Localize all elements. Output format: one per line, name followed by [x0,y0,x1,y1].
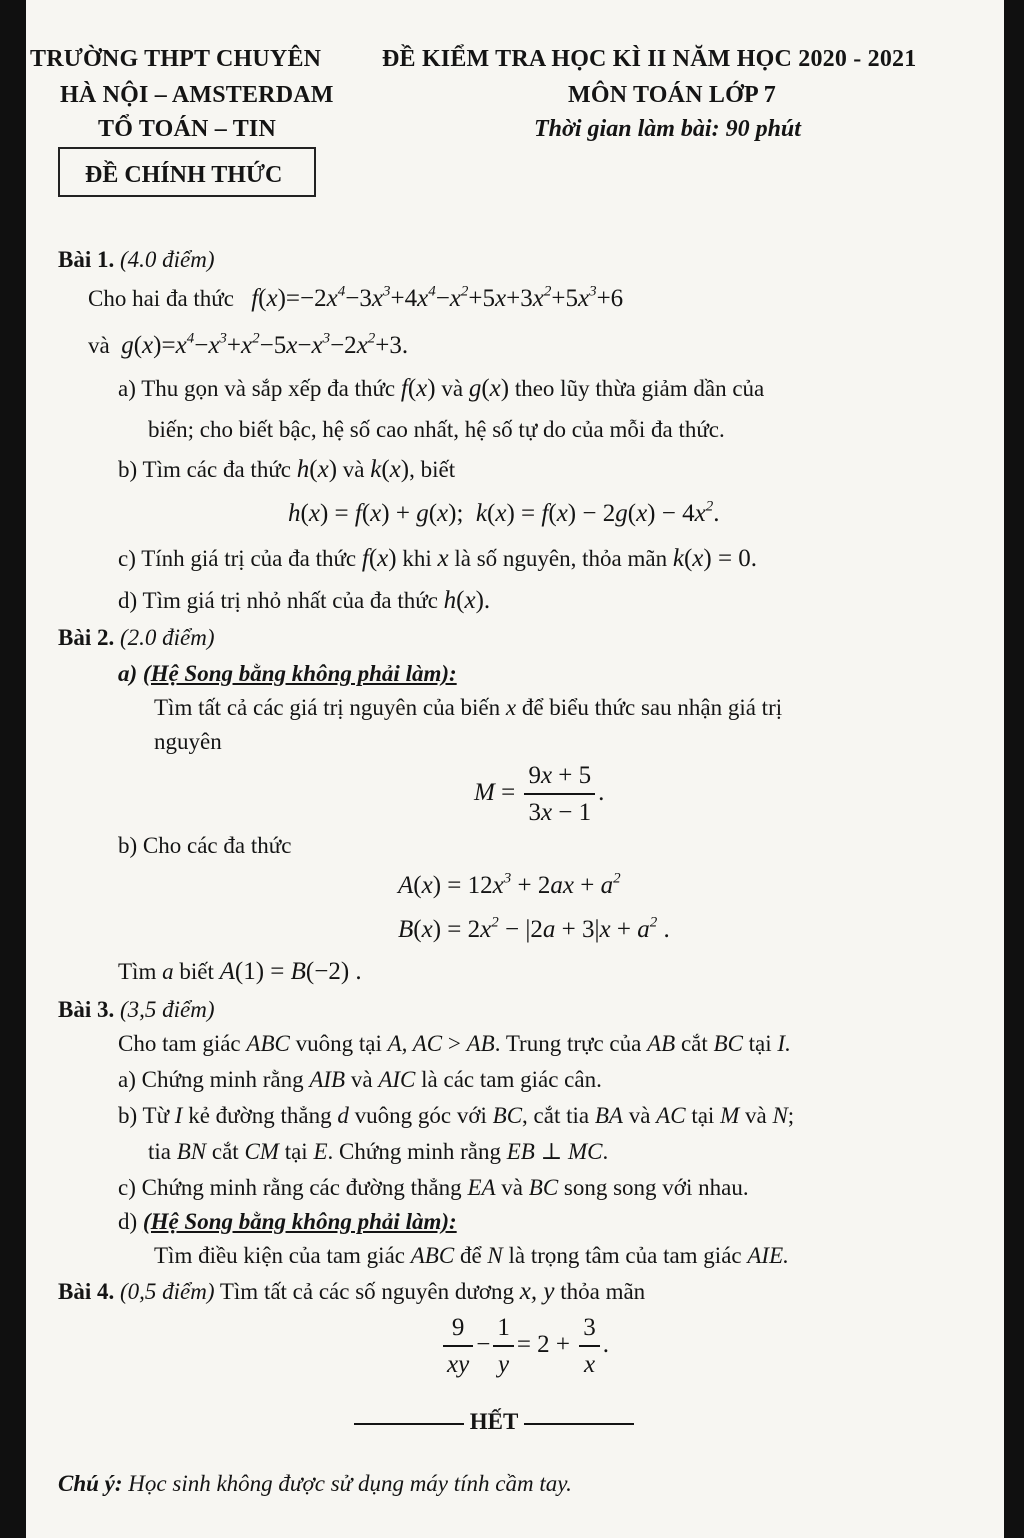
bai2-a-note: a) (Hệ Song bằng không phải làm): [118,661,457,686]
formula-M: M = $\frac{9x + 5}{3x - 1}$ . [474,762,605,827]
exam-page [26,0,1004,1538]
end-marker: HẾT [354,1408,634,1437]
bai3-d-note: d) (Hệ Song bằng không phải làm): [118,1209,457,1234]
note-line: Chú ý: Học sinh không được sử dụng máy tính cầm tay. [58,1471,572,1496]
bai3-b-line2: tia BN cắt CM tại E. Chứng minh rằng EB ⊥ MC. [148,1139,609,1164]
bai3-a: a) Chứng minh rằng AIB và AIC là các tam giác cân. [118,1067,602,1092]
bai2-a-text2: nguyên [154,729,222,754]
formula-g: $g(x)=x^4-x^3+x^2-5x-x^3-2x^2+3$. [121,330,409,359]
bai3-intro: Cho tam giác ABC vuông tại A, AC > AB. Trung trực của AB cắt BC tại I. [118,1031,791,1056]
bai1-g-line: và $g(x)=x^4-x^3+x^2-5x-x^3-2x^2+3$. [88,330,409,359]
bai1-heading: Bài 1. (4.0 điểm) [58,247,215,272]
formula-A: $A(x) = 12x^3 + 2ax + a^2$ [398,870,621,899]
bai4-heading: Bài 4. (0,5 điểm) Tìm tất cả các số nguyên dương x, y thỏa mãn [58,1278,646,1305]
bai1-a-line2: biến; cho biết bậc, hệ số cao nhất, hệ số tự do của mỗi đa thức. [148,417,725,442]
bai1-intro: Cho hai đa thức $f(x)=-2x^4-3x^3+4x^4-x^2+5x+3x^2+5x^3+6$ [88,283,624,312]
school-name-line2: HÀ NỘI – AMSTERDAM [60,82,334,108]
official-exam-box [58,147,316,197]
bai1-c: c) Tính giá trị của đa thức f(x) khi x là số nguyên, thỏa mãn k(x) = 0. [118,545,758,572]
bai3-heading: Bài 3. (3,5 điểm) [58,997,215,1022]
bai2-a-text: Tìm tất cả các giá trị nguyên của biến x để biểu thức sau nhận giá trị [154,695,783,720]
dark-left-border [0,0,26,1538]
department-name: TỔ TOÁN – TIN [98,116,276,142]
bai1-a: a) Thu gọn và sắp xếp đa thức f(x) và g(x) theo lũy thừa giảm dần của [118,375,765,402]
school-name-line1: TRƯỜNG THPT CHUYÊN [30,46,322,72]
exam-subject: MÔN TOÁN LỚP 7 [568,82,776,108]
bai1-d: d) Tìm giá trị nhỏ nhất của đa thức h(x). [118,587,491,614]
bai1-b: b) Tìm các đa thức h(x) và k(x), biết [118,456,456,483]
exam-time: Thời gian làm bài: 90 phút [534,116,801,142]
exam-title: ĐỀ KIỂM TRA HỌC KÌ II NĂM HỌC 2020 - 2021 [382,46,917,72]
formula-f: $f(x)=-2x^4-3x^3+4x^4-x^2+5x+3x^2+5x^3+6$ [251,283,624,312]
formula-B: $B(x) = 2x^2 - |2a + 3|x + a^2$ . [398,914,670,943]
bai3-c: c) Chứng minh rằng các đường thẳng EA và BC song song với nhau. [118,1175,749,1200]
bai2-b-question: Tìm a biết A(1) = B(−2) . [118,958,362,985]
official-exam-label: ĐỀ CHÍNH THỨC [85,162,283,188]
dark-right-border [1004,0,1024,1538]
bai3-d-text: Tìm điều kiện của tam giác ABC để N là trọng tâm của tam giác AIE. [154,1243,789,1268]
bai2-b: b) Cho các đa thức [118,833,292,858]
bai2-heading: Bài 2. (2.0 điểm) [58,625,215,650]
bai3-b: b) Từ I kẻ đường thẳng d vuông góc với BC, cắt tia BA và AC tại M và N; [118,1103,795,1128]
formula-h-k: h(x) = f(x) + g(x); $k(x) = f(x) - 2g(x) - 4x^2$. [288,498,720,527]
formula-bai4: $\frac{9}{xy}$ − $\frac{1}{y}$ = 2 + $\frac{3}{x}$ . [440,1312,609,1381]
